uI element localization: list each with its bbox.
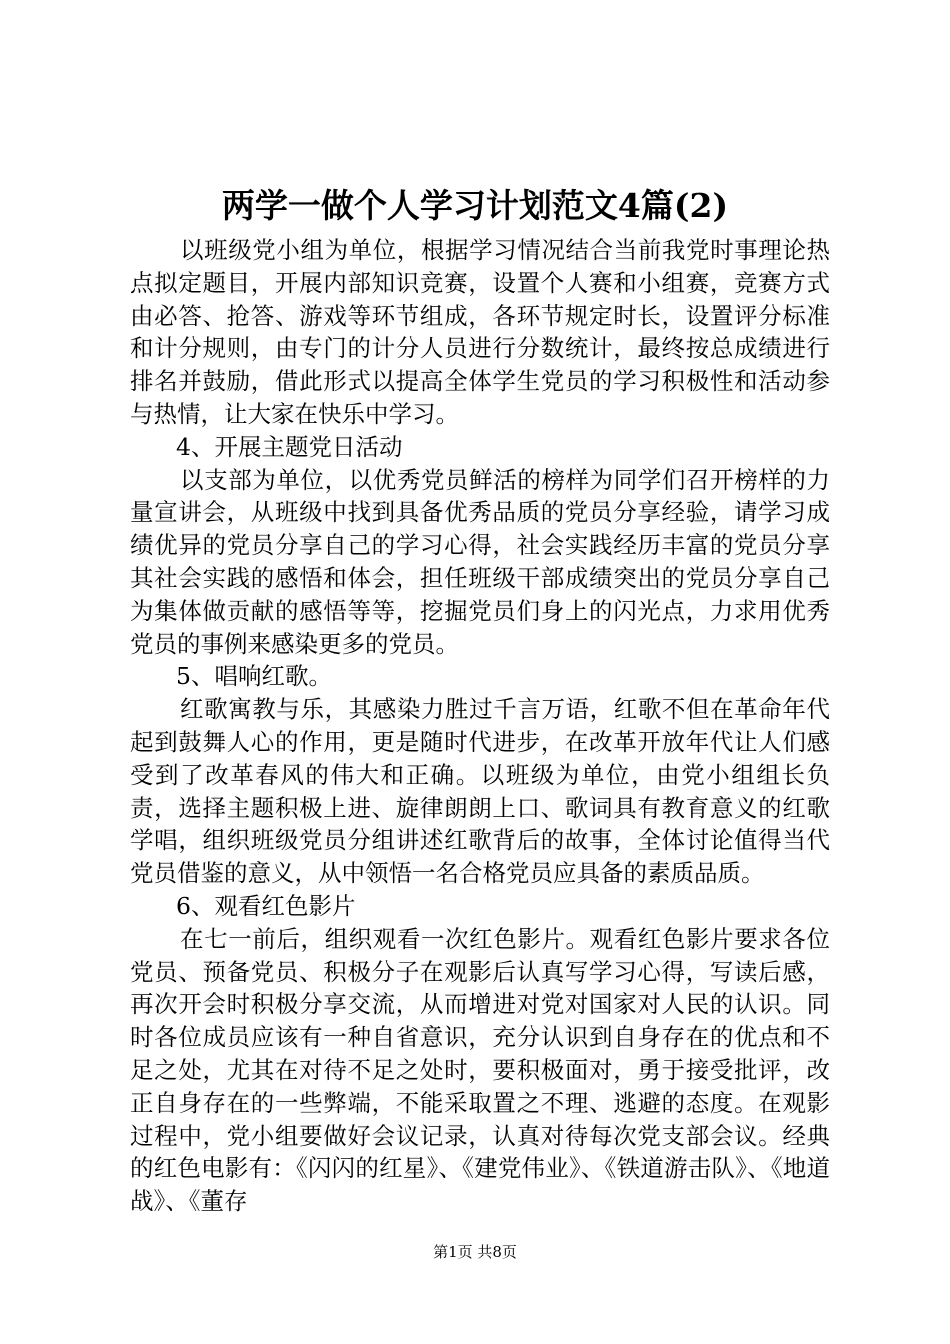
section-heading-red-films: 6、观看红色影片 xyxy=(176,891,356,920)
document-title: 两学一做个人学习计划范文4篇(2) xyxy=(221,186,729,225)
document-body xyxy=(130,234,830,1218)
paragraph-red-films: 在七一前后，组织观看一次红色影片。观看红色影片要求各位党员、预备党员、积极分子在观影后认真写学习心得，写读后感，再次开会时积极分享交流，从而增进对党对国家对人民的认识。同时各位成员应该有一种自省意识，充分认识到自身存在的优点和不足之处，尤其在对待不足之处时，要积极面对，勇于接受批评，改正自身存在的一些弊端，不能采取置之不理、逃避的态度。在观影过程中，党小组要做好会议记录，认真对待每次党支部会议。经典的红色电影有：《闪闪的红星》、《建党伟业》、《铁道游击队》、《地道战》、《董存 xyxy=(130,924,830,1216)
paragraph-competition: 以班级党小组为单位，根据学习情况结合当前我党时事理论热点拟定题目，开展内部知识竞赛，设置个人赛和小组赛，竞赛方式由必答、抢答、游戏等环节组成，各环节规定时长，设置评分标准和计分规则，由专门的计分人员进行分数统计，最终按总成绩进行排名并鼓励，借此形式以提高全体学生党员的学习积极性和活动参与热情，让大家在快乐中学习。 xyxy=(130,236,830,428)
paragraph-party-day: 以支部为单位，以优秀党员鲜活的榜样为同学们召开榜样的力量宣讲会，从班级中找到具备优秀品质的党员分享经验，请学习成绩优异的党员分享自己的学习心得，社会实践经历丰富的党员分享其社会实践的感悟和体会，担任班级干部成绩突出的党员分享自己为集体做贡献的感悟等等，挖掘党员们身上的闪光点，力求用优秀党员的事例来感染更多的党员。 xyxy=(130,465,830,658)
section-heading-party-day: 4、开展主题党日活动 xyxy=(176,432,403,461)
paragraph-red-songs: 红歌寓教与乐，其感染力胜过千言万语，红歌不但在革命年代起到鼓舞人心的作用，更是随时代进步，在改革开放年代让人们感受到了改革春风的伟大和正确。以班级为单位，由党小组组长负责，选择主题积极上进、旋律朗朗上口、歌词具有教育意义的红歌学唱，组织班级党员分组讲述红歌背后的故事，全体讨论值得当代党员借鉴的意义，从中领悟一名合格党员应具备的素质品质。 xyxy=(130,695,830,888)
page-footer: 第1页 共8页 xyxy=(433,1243,517,1261)
section-heading-red-songs: 5、唱响红歌。 xyxy=(176,662,332,691)
